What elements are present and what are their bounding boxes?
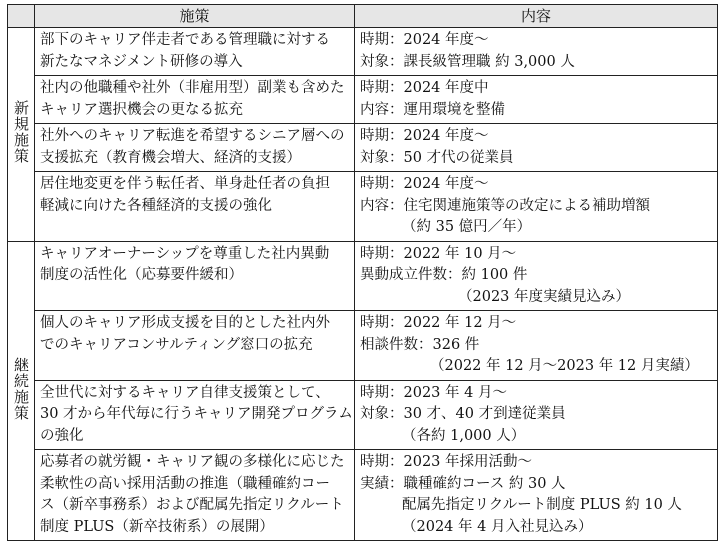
- measure-cell: [35, 241, 355, 311]
- measure-line: 居住地変更を伴う転任者、単身赴任者の負担: [40, 176, 330, 192]
- content-line: 時期：2022 年 12 月～: [360, 315, 517, 331]
- table-row: [8, 124, 718, 172]
- category-label-new: 新規施策: [12, 100, 30, 165]
- content-cell: [355, 241, 718, 311]
- measure-line: でのキャリアコンサルティング窓口の拡充: [40, 336, 313, 353]
- content-cell: [355, 124, 718, 172]
- content-cell: [355, 28, 718, 76]
- measure-line: 制度の活性化（応募要件緩和）: [40, 267, 243, 283]
- content-line: 時期：2024 年度～: [360, 32, 489, 48]
- measure-cell: [35, 172, 355, 242]
- table-row: [8, 311, 718, 381]
- table-row: [8, 28, 718, 76]
- content-line: 時期：2022 年 10 月～: [360, 245, 517, 262]
- table-row: [8, 172, 718, 242]
- measure-cell: [35, 380, 355, 450]
- table-row: [8, 241, 718, 311]
- measure-cell: [35, 124, 355, 172]
- header-measure: 施策: [35, 5, 355, 28]
- content-cell: [355, 311, 718, 381]
- measure-line: 支援拡充（教育機会増大、経済的支援）: [40, 149, 301, 166]
- content-line: 対象：30 才、40 才到達従業員: [360, 406, 566, 422]
- measure-line: 軽減に向けた各種経済的支援の強化: [40, 197, 272, 214]
- content-line: 実績：職種確約コース 約 30 人: [360, 475, 566, 492]
- content-line: 時期：2024 年度中: [360, 80, 489, 96]
- category-label-continued: 継続施策: [12, 356, 30, 421]
- content-line: 内容：運用環境を整備: [360, 101, 505, 118]
- measure-line: ス（新卒事務系）および配属先指定リクルート: [40, 497, 344, 513]
- measure-line: キャリア選択機会の更なる拡充: [40, 101, 243, 118]
- measure-line: 全世代に対するキャリア自律支援策として、: [40, 384, 330, 401]
- measure-line: キャリアオーナーシップを尊重した社内異動: [40, 245, 330, 262]
- measure-line: 新たなマネジメント研修の導入: [40, 53, 243, 70]
- measure-line: 社外へのキャリア転進を希望するシニア層への: [40, 128, 345, 144]
- measure-line: 応募者の就労観・キャリア観の多様化に応じた: [40, 454, 345, 470]
- measure-cell: [35, 28, 355, 76]
- content-line: （各約 1,000 人）: [402, 427, 526, 444]
- measure-line: 個人のキャリア形成支援を目的とした社内外: [40, 315, 330, 331]
- content-line: 時期：2024 年度～: [360, 128, 489, 144]
- content-line: 内容：住宅関連施策等の改定による補助増額: [360, 197, 650, 214]
- table-row: [8, 380, 718, 450]
- content-cell: [355, 450, 718, 541]
- content-cell: [355, 172, 718, 242]
- header-content: 内容: [355, 5, 718, 28]
- measure-cell: [35, 76, 355, 124]
- measure-line: の強化: [40, 427, 84, 444]
- content-line: 時期：2024 年度～: [360, 176, 489, 192]
- measure-cell: [35, 450, 355, 541]
- measure-line: 30 才から年代毎に行うキャリア開発プログラム: [40, 406, 353, 422]
- category-cell-new: [8, 28, 35, 242]
- measure-line: 制度 PLUS（新卒技術系）の展開）: [40, 518, 274, 535]
- content-line: 時期：2023 年 4 月～: [360, 384, 507, 401]
- measure-line: 柔軟性の高い採用活動の推進（職種確約コー: [40, 475, 330, 492]
- table-row: [8, 76, 718, 124]
- content-line: 対象：課長級管理職 約 3,000 人: [360, 53, 575, 70]
- header-category: [8, 5, 35, 28]
- measure-line: 部下のキャリア伴走者である管理職に対する: [40, 32, 330, 48]
- content-line: （2024 年 4 月入社見込み）: [402, 518, 593, 535]
- content-cell: [355, 380, 718, 450]
- measures-table: [7, 4, 718, 541]
- content-line: 時期：2023 年採用活動～: [360, 454, 533, 470]
- content-line: 配属先指定リクルート制度 PLUS 約 10 人: [402, 497, 682, 513]
- content-line: 対象：50 才代の従業員: [360, 149, 514, 166]
- category-cell-continued: [8, 241, 35, 541]
- content-cell: [355, 76, 718, 124]
- content-line: 異動成立件数：約 100 件: [360, 267, 528, 283]
- content-line: 相談件数：326 件: [360, 336, 480, 353]
- content-line: （2022 年 12 月～2023 年 12 月実績）: [430, 358, 699, 374]
- measure-line: 社内の他職種や社外（非雇用型）副業も含めた: [40, 80, 345, 96]
- content-line: （約 35 億円／年）: [402, 219, 532, 235]
- table-row: [8, 450, 718, 541]
- header-row: [8, 5, 718, 28]
- content-line: （2023 年度実績見込み）: [458, 288, 631, 305]
- measure-cell: [35, 311, 355, 381]
